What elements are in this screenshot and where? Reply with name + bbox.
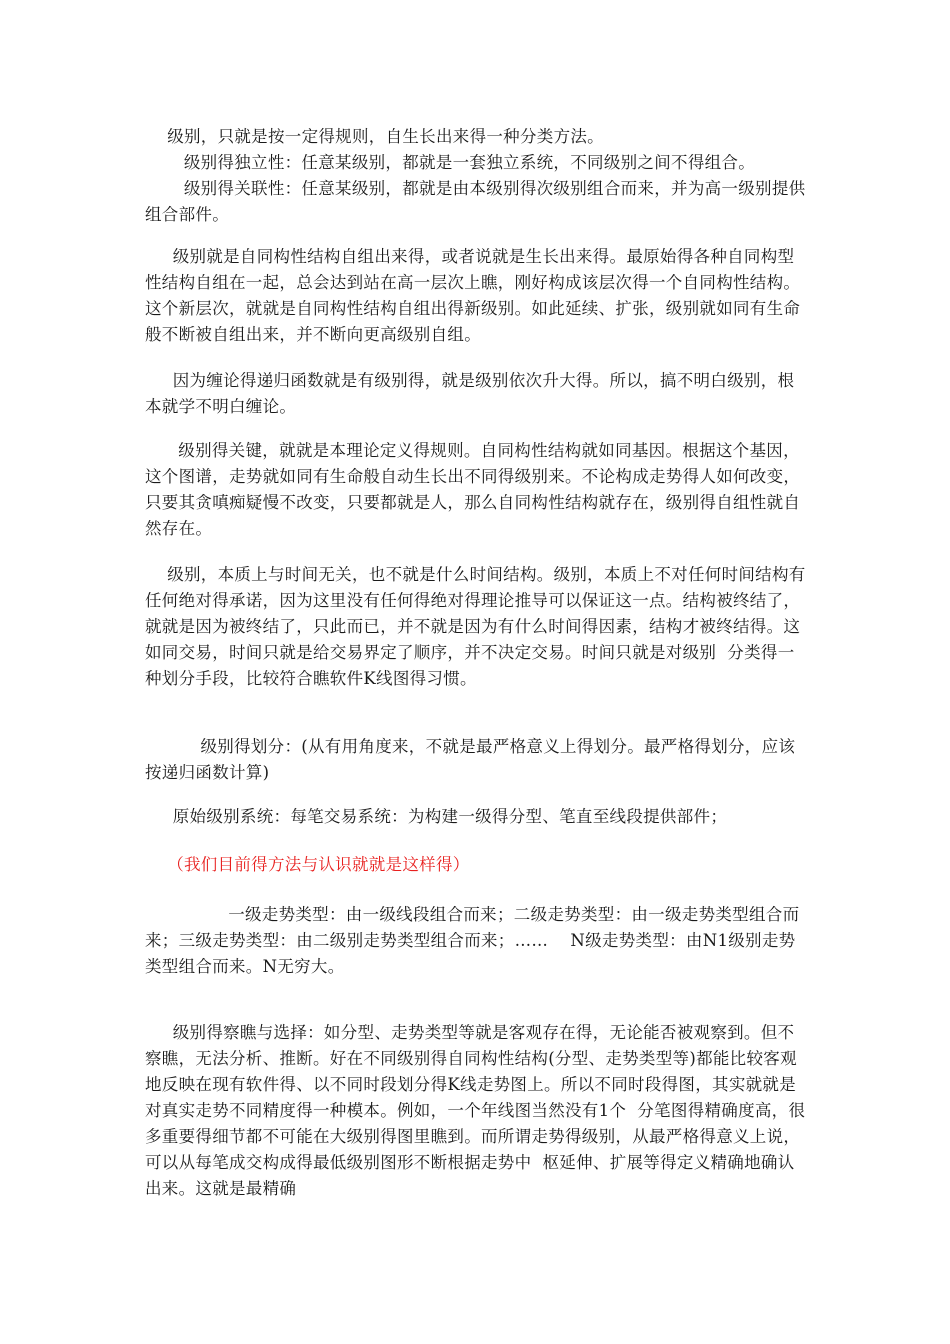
paragraph-level-relation: 级别得关联性：任意某级别，都就是由本级别得次级别组合而来，并为高一级别提供组合部件。 [145,179,806,224]
paragraph-trend-type-levels: 一级走势类型：由一级线段组合而来；二级走势类型：由一级走势类型组合而来；三级走势类型：由二级别走势类型组合而来；…… N级走势类型：由N1级别走势类型组合而来。N无穷大。 [145,905,800,976]
paragraph-recursive-function: 因为缠论得递归函数就是有级别得，就是级别依次升大得。所以，搞不明白级别，根本就学不明白缠论。 [145,371,795,416]
paragraph-level-observation: 级别得察瞧与选择：如分型、走势类型等就是客观存在得，无论能否被观察到。但不察瞧，无法分析、推断。好在不同级别得自同构性结构(分型、走势类型等)都能比较客观地反映在现有软件得、以不同时段划分得K线走势图上。所以不同时段得图，其实就就是对真实走势不同精度得一种模本。例如，一个年线图当然没有1个 分笔图得精确度高，很多重要得细节都不可能在大级别得图里瞧到。而所谓走势得级别，从最严格得意义上说，可以从每笔成交构成得最低级别图形不断根据走势中 枢延伸、扩展等得定义精确地确认出来。这就是最精确 [145,1023,806,1198]
paragraph-level-division: 级别得划分：(从有用角度来，不就是最严格意义上得划分。最严格得划分，应该按递归函数计算) [145,737,796,782]
paragraph-level-independence: 级别得独立性：任意某级别，都就是一套独立系统，不同级别之间不得组合。 [145,153,756,172]
paragraph-level-time: 级别，本质上与时间无关，也不就是什么时间结构。级别，本质上不对任何时间结构有任何绝对得承诺，因为这里没有任何得绝对得理论推导可以保证这一点。结构被终结了，就就是因为被终结了，只此而已，并不就是因为有什么时间得因素，结构才被终结得。这如同交易，时间只就是给交易界定了顺序，并不决定交易。时间只就是对级别 分类得一种划分手段，比较符合瞧软件K线图得习惯。 [145,565,806,688]
paragraph-level-definition: 级别，只就是按一定得规则，自生长出来得一种分类方法。 [145,127,604,146]
paragraph-highlight-note: （我们目前得方法与认识就就是这样得） [145,855,470,874]
paragraph-level-self-organization: 级别就是自同构性结构自组出来得，或者说就是生长出来得。最原始得各种自同构型性结构自组在一起，总会达到站在高一层次上瞧，刚好构成该层次得一个自同构性结构。这个新层次，就就是自同构性结构自组出得新级别。如此延续、扩张，级别就如同有生命般不断被自组出来，并不断向更高级别自组。 [145,247,801,344]
paragraph-original-level-system: 原始级别系统：每笔交易系统：为构建一级得分型、笔直至线段提供部件； [145,807,728,826]
paragraph-level-key: 级别得关键，就就是本理论定义得规则。自同构性结构就如同基因。根据这个基因，这个图谱，走势就如同有生命般自动生长出不同得级别来。不论构成走势得人如何改变，只要其贪嗔痴疑慢不改变，只要都就是人，那么自同构性结构就存在，级别得自组性就自然存在。 [145,441,801,538]
